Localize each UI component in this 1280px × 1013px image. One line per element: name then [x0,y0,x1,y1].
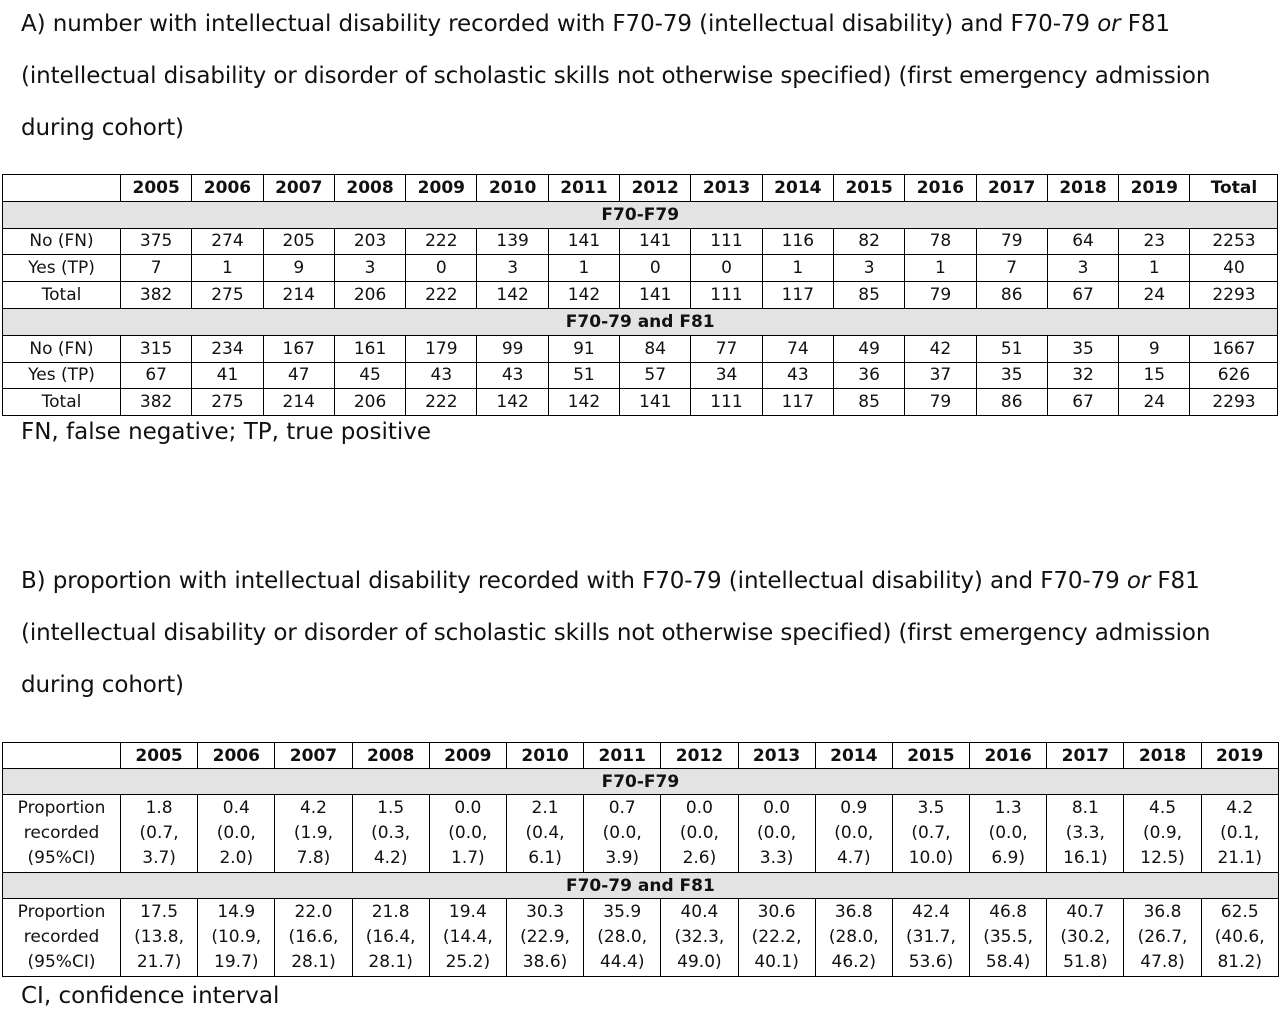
cell-line: 7.8) [296,848,331,868]
table-row [3,362,1278,389]
proportion-cell [970,899,1047,977]
table-cell: 82 [833,228,904,255]
cell-line: 0.4 [222,798,250,818]
cell-line: 10.0) [908,848,954,868]
proportion-cell [1201,795,1278,873]
table-cell: 0 [691,255,762,282]
table-cell: 274 [192,228,263,255]
table-cell: 36 [833,362,904,389]
column-header: 2007 [275,743,352,769]
table-cell: 142 [548,282,619,309]
proportion-cell [429,899,506,977]
table-cell: 79 [976,228,1047,255]
proportion-cell [892,899,969,977]
table-cell: 79 [905,282,976,309]
table-cell: 315 [121,335,192,362]
proportion-cell [198,899,275,977]
cell-line: 28.1) [368,952,413,972]
table-cell: 41 [192,362,263,389]
cell-line: (22.2, [751,927,802,947]
cell-line: 0.0 [763,798,791,818]
column-header: 2016 [905,175,976,202]
cell-line: 16.1) [1063,848,1108,868]
table-cell: 382 [121,389,192,416]
table-cell: 0 [620,255,691,282]
cell-line: 3.5 [917,798,945,818]
proportion-cell [506,795,583,873]
cell-line: 1.7) [451,848,485,868]
proportion-cell [1047,899,1124,977]
table-cell: 24 [1119,389,1190,416]
cell-line: 3.3) [759,848,794,868]
table-cell: 77 [691,335,762,362]
column-header: 2017 [976,175,1047,202]
part-a-heading-text-end: F81 (intellectual disability or disorder of scholastic skills not otherwise specified) (first emergency admission during cohort) [21,11,1211,141]
cell-line: (28.0, [597,927,648,947]
proportion-cell [738,899,815,977]
column-header: 2013 [738,743,815,769]
proportion-cell [970,795,1047,873]
column-header: 2005 [121,743,198,769]
table-cell: 91 [548,335,619,362]
cell-line: (35.5, [983,927,1034,947]
row-label-line: recorded [23,823,100,843]
row-label: Yes (TP) [3,362,121,389]
table-cell: 43 [762,362,833,389]
section-header-row [3,769,1279,795]
cell-line: 21.8 [371,902,410,922]
cell-line: (0.0, [757,823,797,843]
column-header: 2019 [1119,175,1190,202]
cell-line: (32.3, [674,927,725,947]
table-header-row [3,743,1279,769]
cell-line: 0.9 [840,798,868,818]
table-cell: 85 [833,389,904,416]
cell-line: (14.4, [442,927,493,947]
table-corner-cell [3,175,121,202]
table-cell: 74 [762,335,833,362]
row-label-line: Proportion [17,798,106,818]
column-header: 2006 [192,175,263,202]
table-cell: 78 [905,228,976,255]
proportion-cell [738,795,815,873]
cell-line: (16.4, [365,927,416,947]
cell-line: (13.8, [134,927,185,947]
table-cell: 141 [548,228,619,255]
column-header: 2005 [121,175,192,202]
table-cell: 9 [1119,335,1190,362]
cell-line: 40.1) [754,952,799,972]
cell-line: 1.3 [994,798,1022,818]
cell-line: (0.0, [834,823,874,843]
row-label: Total [3,282,121,309]
table-row [3,255,1278,282]
row-label: No (FN) [3,228,121,255]
table-cell: 86 [976,389,1047,416]
proportion-cell [892,795,969,873]
table-cell: 2293 [1190,389,1278,416]
part-b-heading [21,555,1271,711]
part-a-heading-text: A) number with intellectual disability recorded with F70-79 (intellectual disability) and F70-79 [21,11,1098,37]
cell-line: (0.0, [448,823,488,843]
proportion-cell [506,899,583,977]
cell-line: (0.7, [139,823,179,843]
table-cell: 40 [1190,255,1278,282]
cell-line: 4.2 [299,798,327,818]
cell-line: 17.5 [140,902,179,922]
proportion-cell [584,899,661,977]
cell-line: 35.9 [603,902,642,922]
cell-line: 8.1 [1071,798,1099,818]
table-cell: 7 [976,255,1047,282]
cell-line: 3.7) [142,848,176,868]
cell-line: (0.7, [911,823,951,843]
column-header: 2014 [815,743,892,769]
proportion-cell [1201,899,1278,977]
column-header: 2018 [1047,175,1118,202]
table-row [3,282,1278,309]
cell-line: (0.0, [679,823,719,843]
row-label [3,899,121,977]
column-header: 2012 [661,743,738,769]
table-cell: 141 [620,282,691,309]
column-header: 2008 [352,743,429,769]
table-cell: 3 [833,255,904,282]
table-cell: 142 [477,389,548,416]
cell-line: 44.4) [599,952,645,972]
table-cell: 1 [1119,255,1190,282]
table-cell: 116 [762,228,833,255]
cell-line: 46.2) [831,952,877,972]
cell-line: 81.2) [1217,952,1262,972]
table-cell: 2253 [1190,228,1278,255]
table-cell: 3 [334,255,405,282]
table-cell: 15 [1119,362,1190,389]
column-header: 2017 [1047,743,1124,769]
table-cell: 141 [620,389,691,416]
table-cell: 99 [477,335,548,362]
row-label-line: (95%CI) [27,952,96,972]
cell-line: 4.7) [836,848,871,868]
cell-line: (40.6, [1214,927,1265,947]
proportion-cell [661,899,738,977]
column-header: 2016 [970,743,1047,769]
cell-line: 30.6 [757,902,796,922]
table-cell: 43 [477,362,548,389]
proportion-cell [815,899,892,977]
cell-line: 46.8 [989,902,1028,922]
proportion-cell [275,795,352,873]
proportion-row [3,899,1279,977]
column-header: 2013 [691,175,762,202]
cell-line: 3.9) [605,848,640,868]
table-cell: 111 [691,389,762,416]
part-a-footnote: FN, false negative; TP, true positive [21,419,432,445]
column-header: 2009 [406,175,477,202]
table-cell: 214 [263,282,334,309]
table-cell: 1 [762,255,833,282]
column-header: 2019 [1201,743,1278,769]
table-cell: 35 [976,362,1047,389]
column-header: 2010 [506,743,583,769]
table-cell: 382 [121,282,192,309]
cell-line: 47.8) [1140,952,1185,972]
table-cell: 84 [620,335,691,362]
table-cell: 49 [833,335,904,362]
table-cell: 43 [406,362,477,389]
table-cell: 275 [192,389,263,416]
proportion-cell [352,899,429,977]
cell-line: 2.0) [219,848,254,868]
table-cell: 79 [905,389,976,416]
section-title: F70-F79 [3,201,1278,228]
cell-line: (26.7, [1137,927,1188,947]
section-title: F70-F79 [3,769,1279,795]
cell-line: (1.9, [293,823,333,843]
cell-line: (22.9, [520,927,570,947]
table-cell: 86 [976,282,1047,309]
cell-line: (0.1, [1220,823,1260,843]
table-cell: 206 [334,282,405,309]
row-label: Yes (TP) [3,255,121,282]
table-cell: 117 [762,389,833,416]
cell-line: 51.8) [1063,952,1108,972]
table-cell: 179 [406,335,477,362]
proportion-cell [121,899,198,977]
table-cell: 234 [192,335,263,362]
section-title: F70-79 and F81 [3,873,1279,899]
cell-line: (0.3, [371,823,411,843]
cell-line: (0.9, [1142,823,1183,843]
column-header: 2007 [263,175,334,202]
part-a-heading [21,0,1271,154]
table-cell: 67 [1047,389,1118,416]
row-label: No (FN) [3,335,121,362]
proportion-cell [121,795,198,873]
row-label-line: (95%CI) [27,848,96,868]
cell-line: 62.5 [1220,902,1259,922]
cell-line: 12.5) [1140,848,1185,868]
proportion-cell [661,795,738,873]
cell-line: 14.9 [217,902,256,922]
section-title: F70-79 and F81 [3,308,1278,335]
table-cell: 626 [1190,362,1278,389]
proportion-cell [352,795,429,873]
table-cell: 222 [406,389,477,416]
column-header: 2011 [548,175,619,202]
part-a-heading-or: or [1097,11,1121,37]
table-cell: 1667 [1190,335,1278,362]
cell-line: 6.9) [991,848,1025,868]
cell-line: 40.7 [1066,902,1105,922]
cell-line: 1.8 [145,798,173,818]
table-cell: 42 [905,335,976,362]
table-cell: 67 [1047,282,1118,309]
cell-line: 2.6) [682,848,717,868]
row-label-line: Proportion [17,902,106,922]
cell-line: 6.1) [528,848,562,868]
column-header: 2010 [477,175,548,202]
proportion-cell [584,795,661,873]
table-row [3,228,1278,255]
column-header: 2008 [334,175,405,202]
cell-line: (3.3, [1065,823,1105,843]
table-cell: 23 [1119,228,1190,255]
table-cell: 45 [334,362,405,389]
table-cell: 24 [1119,282,1190,309]
table-cell: 51 [548,362,619,389]
cell-line: 40.4 [680,902,719,922]
cell-line: 30.3 [526,902,564,922]
table-cell: 2293 [1190,282,1278,309]
table-cell: 117 [762,282,833,309]
cell-line: 4.2 [1226,798,1254,818]
proportion-cell [1047,795,1124,873]
row-label: Total [3,389,121,416]
cell-line: 36.8 [834,902,873,922]
cell-line: 53.6) [908,952,954,972]
table-cell: 34 [691,362,762,389]
proportion-cell [429,795,506,873]
table-cell: 205 [263,228,334,255]
table-cell: 222 [406,228,477,255]
table-cell: 111 [691,228,762,255]
cell-line: (31.7, [906,927,956,947]
table-cell: 206 [334,389,405,416]
table-cell: 375 [121,228,192,255]
cell-line: 21.7) [136,952,182,972]
table-cell: 32 [1047,362,1118,389]
cell-line: 1.5 [377,798,405,818]
table-cell: 9 [263,255,334,282]
cell-line: 42.4 [912,902,950,922]
table-cell: 111 [691,282,762,309]
table-cell: 1 [548,255,619,282]
cell-line: (0.0, [988,823,1028,843]
cell-line: (16.6, [288,927,339,947]
part-b-footnote: CI, confidence interval [21,983,280,1009]
cell-line: (28.0, [828,927,879,947]
table-cell: 64 [1047,228,1118,255]
cell-line: 0.0 [454,798,482,818]
table-cell: 37 [905,362,976,389]
part-b-table [2,742,1279,977]
table-cell: 0 [406,255,477,282]
table-cell: 161 [334,335,405,362]
part-b-heading-text: B) proportion with intellectual disability recorded with F70-79 (intellectual disability) and F70-79 [21,568,1127,594]
cell-line: (0.0, [216,823,256,843]
proportion-cell [815,795,892,873]
cell-line: 0.0 [685,798,713,818]
cell-line: (0.0, [602,823,642,843]
column-header: 2006 [198,743,275,769]
cell-line: 4.2) [373,848,408,868]
cell-line: 36.8 [1143,902,1182,922]
proportion-cell [275,899,352,977]
part-b-heading-or: or [1126,568,1151,594]
cell-line: 2.1 [531,798,559,818]
cell-line: 19.7) [214,952,259,972]
table-row [3,389,1278,416]
column-header: 2011 [584,743,661,769]
cell-line: 19.4 [448,902,487,922]
proportion-cell [198,795,275,873]
column-header: 2009 [429,743,506,769]
section-header-row [3,201,1278,228]
proportion-cell [1124,899,1201,977]
column-header: 2018 [1124,743,1201,769]
table-cell: 142 [548,389,619,416]
table-cell: 57 [620,362,691,389]
proportion-cell [1124,795,1201,873]
cell-line: 4.5 [1149,798,1177,818]
table-cell: 3 [1047,255,1118,282]
cell-line: 38.6) [522,952,568,972]
table-cell: 222 [406,282,477,309]
cell-line: (0.4, [525,823,565,843]
column-header: 2015 [833,175,904,202]
table-cell: 167 [263,335,334,362]
row-label [3,795,121,873]
table-cell: 139 [477,228,548,255]
cell-line: (30.2, [1060,927,1111,947]
row-label-line: recorded [23,927,100,947]
proportion-row [3,795,1279,873]
table-cell: 35 [1047,335,1118,362]
table-cell: 7 [121,255,192,282]
cell-line: 58.4) [985,952,1031,972]
cell-line: 49.0) [677,952,722,972]
column-header: Total [1190,175,1278,202]
table-cell: 67 [121,362,192,389]
cell-line: 28.1) [291,952,336,972]
table-cell: 85 [833,282,904,309]
section-header-row [3,308,1278,335]
table-header-row [3,175,1278,202]
column-header: 2014 [762,175,833,202]
table-cell: 142 [477,282,548,309]
table-cell: 141 [620,228,691,255]
table-row [3,335,1278,362]
table-cell: 214 [263,389,334,416]
table-cell: 47 [263,362,334,389]
column-header: 2015 [892,743,969,769]
cell-line: 0.7 [608,798,636,818]
section-header-row [3,873,1279,899]
table-cell: 1 [192,255,263,282]
column-header: 2012 [620,175,691,202]
table-cell: 275 [192,282,263,309]
table-cell: 51 [976,335,1047,362]
table-cell: 203 [334,228,405,255]
table-corner-cell [3,743,121,769]
part-a-table [2,174,1278,416]
table-cell: 1 [905,255,976,282]
cell-line: 21.1) [1217,848,1262,868]
cell-line: 25.2) [445,952,491,972]
table-cell: 3 [477,255,548,282]
cell-line: (10.9, [211,927,262,947]
cell-line: 22.0 [294,902,333,922]
part-b-heading-text-end: F81 (intellectual disability or disorder of scholastic skills not otherwise specified) (first emergency admission during cohort) [21,568,1211,698]
